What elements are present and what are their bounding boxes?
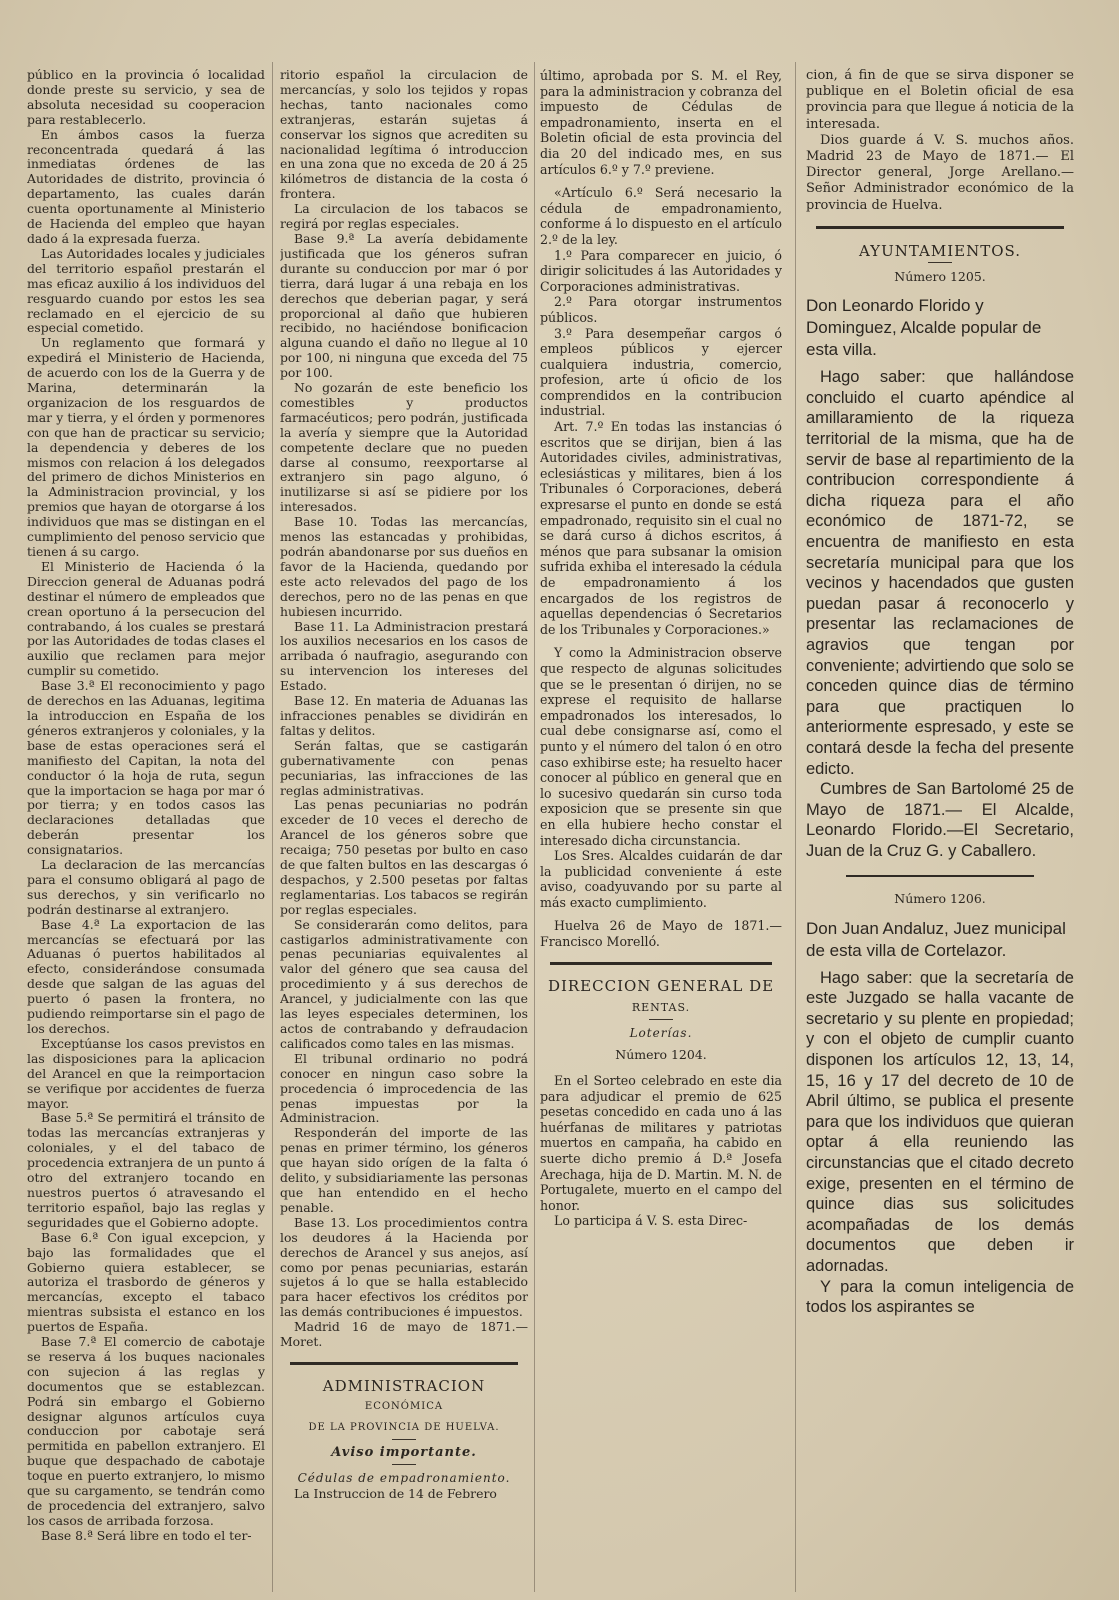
paragraph: Y como la Administracion observe que respecto de algunas solicitudes que se le presentan ó dirijen, no se exprese el requisito de hallarse empadronados los interesados, lo cual debe consignarse así, como el punto y el número del talon ó en otro caso exhibirse este; ha resuelto hacer conocer al público en general que en lo sucesivo quedarán sin curso toda exposicion que se presente sin que en ella hubiere hecho constar el interesado dicha circunstancia. — [540, 645, 782, 848]
section-separator — [550, 962, 772, 965]
paragraph: Las Autoridades locales y judiciales del territorio español prestarán el mas eficaz auxilio á los individuos del resguardo cuando por estos les sea reclamado en el ejercicio de su especial cometido. — [27, 245, 265, 336]
paragraph: Base 7.ª El comercio de cabotaje se reserva á los buques nacionales con sujecion á las reglas y documentos que se establezcan. Podrá sin embargo el Gobierno designar algunos artículos cuya conduccion por cabotaje será permitida en pabellon extranjero. El buque que despachado de cabotaje toque en puerto extranjero, lo mismo que su cargamento, se tendrán como de procedencia del extranjero, salvo los casos de arribada forzosa. — [27, 1334, 265, 1528]
column-rule — [272, 62, 273, 1592]
paragraph: Base 3.ª El reconocimiento y pago de derechos en las Aduanas, legitima la introduccion en España de los géneros extranjeros y coloniales, y la base de estas operaciones será el manifiesto del Capitan, la nota del conductor ó la hoja de ruta, segun que la importacion se haga por mar ó por tierra; y en todos casos las declaraciones detalladas que deberán presentar los consignatarios. — [27, 678, 265, 858]
paragraph: cion, á fin de que se sirva disponer se publique en el Boletin oficial de esa provincia para que llegue á noticia de la interesada. — [806, 68, 1074, 132]
paragraph: El tribunal ordinario no podrá conocer en ningun caso sobre la procedencia ó improcedencia de las penas impuestas por la Administracion. — [280, 1050, 528, 1126]
paragraph: ritorio español la circulacion de mercancías, y solo los tejidos y ropas hechas, tanto nacionales como extranjeras, estarán sujetas á conservar los signos que acrediten su nacionalidad legítima ó introduccion en una zona que no exceda de 20 á 25 kilómetros de distancia de la costa ó frontera. — [280, 68, 528, 202]
paragraph: En el Sorteo celebrado en este dia para adjudicar el premio de 625 pesetas concedido en cada uno á las huérfanas de militares y patriotas muertos en campaña, ha cabido en suerte dicho premio á D.ª Josefa Arechaga, hija de D. Martin. M. N. de Portugalete, muerto en el campo del honor. — [540, 1073, 782, 1213]
paragraph: Base 6.ª Con igual excepcion, y bajo las formalidades que el Gobierno quiera establecer, se autoriza el trasbordo de géneros y mercancías, excepto el tabaco mientras subsista el estanco en los puertos de España. — [27, 1229, 265, 1335]
paragraph: Base 10. Todas las mercancías, menos las estancadas y prohibidas, podrán abandonarse por sus dueños en favor de la Hacienda, quedando por este acto relevados del pago de los derechos, pero no de las penas en que hubiesen incurrido. — [280, 514, 528, 619]
paragraph: Art. 7.º En todas las instancias ó escritos que se dirijan, bien á las Autoridades civiles, administrativas, eclesiásticas y militares, bien á los Tribunales ó Corporaciones, deberá expresarse el punto en donde se está empadronado, requisito sin el cual no se dará curso á dichos escritos, á ménos que para subsanar la omision sufrida exhiba el interesado la cédula de empadronamiento á los encargados de los registros de aquellas dependencias ó Secretarios de los Tribunales y Corporaciones.» — [540, 419, 782, 637]
section-separator — [290, 1362, 518, 1365]
paragraph: Los Sres. Alcaldes cuidarán de dar la publicidad conveniente á este aviso, coadyuvando por su parte al más exacto cumplimiento. — [540, 848, 782, 910]
dash — [649, 1019, 673, 1020]
column-3 — [540, 68, 782, 1588]
paragraph: 1.º Para comparecer en juicio, ó dirigir solicitudes á las Autoridades y Corporaciones administrativas. — [540, 247, 782, 294]
column-2 — [280, 68, 528, 1588]
dash — [392, 1464, 416, 1465]
paragraph: Las penas pecuniarias no podrán exceder de 10 veces el derecho de Arancel de los géneros sobre que recaiga; 750 pesetas por bulto en caso de que falten bultos en las descargas ó despachos, y 2.500 pesetas por faltas reglamentarias. Los tabacos se regirán por reglas especiales. — [280, 797, 528, 917]
column-rule — [795, 62, 796, 1592]
paragraph: La Instruccion de 14 de Febrero — [294, 1486, 497, 1502]
paragraph: Base 8.ª Será libre en todo el ter- — [41, 1527, 252, 1543]
paragraph: La declaracion de las mercancías para el consumo obligará al pago de sus derechos, y sin verificarlo no podrán destinarse al extranjero. — [27, 857, 265, 917]
paragraph: público en la provincia ó localidad donde preste su servicio, y sea de absoluta necesidad su cooperacion para restablecerlo. — [27, 68, 265, 127]
notice-number: Número 1206. — [894, 891, 986, 907]
signature: Huelva 26 de Mayo de 1871.— Francisco Morelló. — [540, 918, 782, 950]
paragraph: último, aprobada por S. M. el Rey, para la administracion y cobranza del impuesto de Cédulas de empadronamiento, inserta en el Boletin oficial de esta provincia del dia 20 del indicado mes, en sus artículos 6.º y 7.º previene. — [540, 68, 782, 177]
notice-title: Aviso importante. — [331, 1444, 477, 1460]
section-subtitle: DE LA PROVINCIA DE HUELVA. — [308, 1421, 500, 1433]
paragraph: 3.º Para desempeñar cargos ó empleos públicos y ejercer cualquiera industria, comercio, profesion, arte ú oficio de los comprendidos en la contribucion industrial. — [540, 325, 782, 419]
paragraph: Base 9.ª La avería debidamente justificada que los géneros sufran durante su conduccion por mar ó por tierra, dará lugar á una rebaja en los derechos que deberian pagar, y será proporcional al daño que hubieren recibido, no haciéndose bonificacion alguna cuando el daño no llegue al 10 por 100, ni ninguna que exceda del 75 por 100. — [280, 230, 528, 381]
column-4 — [806, 68, 1074, 1588]
paragraph: Un reglamento que formará y expedirá el Ministerio de Hacienda, de acuerdo con los de la Guerra y de Marina, determinarán la organizacion de los resguardos de mar y tierra, y el órden y pormenores con que han de practicar su servicio; la dependencia y deberes de los mismos con relacion á los delegados del primero de dichos Ministerios en la Administracion provincial, y los premios que hayan de otorgarse á los individuos que mas se distingan en el cumplimiento del penoso servicio que tienen á su cargo. — [27, 335, 265, 559]
section-separator — [816, 226, 1064, 229]
signature: Cumbres de San Bartolomé 25 de Mayo de 1871.— El Alcalde, Leonardo Florido.—El Secretario, Juan de la Cruz G. y Caballero. — [806, 780, 1074, 860]
paragraph: Base 12. En materia de Aduanas las infracciones penables se dividirán en faltas y delitos. — [280, 693, 528, 738]
issuer-name: Don Juan Andaluz, Juez municipal de esta villa de Cortelazor. — [806, 918, 1066, 960]
paragraph: Serán faltas, que se castigarán gubernativamente con penas pecuniarias, las infracciones de las reglas administrativas. — [280, 737, 528, 798]
paragraph: Hago saber: que hallándose concluido el cuarto apéndice al amillaramiento de la riqueza territorial de la misma, que ha de servir de base al repartimiento de la contribucion correspondiente á dicha riqueza para el año económico de 1871-72, se encuentra de manifiesto en esta secretaría municipal para que los vecinos y hacendados que gusten puedan pasar á reconocerlo y presentar las reclamaciones de agravios que tengan por conveniente; advirtiendo que solo se conceden quince dias de término para que practiquen lo anteriormente espresado, y este se contará desde la fecha del presente edicto. — [806, 368, 1074, 778]
paragraph: Hago saber: que la secretaría de este Juzgado se halla vacante de secretario y su plente en propiedad; y con el objeto de cumplir cuanto disponen los artículos 12, 13, 14, 15, 16 y 17 del decreto de 10 de Abril último, se publica el presente para que los individuos que quieran optar á ella reuniendo las circunstancias que el citado decreto exige, presenten en el término de quince dias sus solicitudes acompañadas de los demás documentos que deben ir adornadas. — [806, 968, 1074, 1275]
edict — [806, 367, 1074, 861]
issuer-name: Don Leonardo Florido y Dominguez, Alcalde popular de esta villa. — [806, 296, 1042, 360]
paragraph: Base 11. La Administracion prestará los auxilios necesarios en los casos de arribada ó naufragio, asegurando con su intervencion los intereses del Estado. — [280, 618, 528, 694]
section-subtitle: RENTAS. — [631, 1001, 691, 1015]
paragraph: La circulacion de los tabacos se regirá por reglas especiales. — [280, 201, 528, 232]
paragraph: 2.º Para otorgar instrumentos públicos. — [540, 294, 782, 325]
section-title: AYUNTAMIENTOS. — [858, 241, 1022, 260]
section-topic: Loterías. — [629, 1025, 693, 1040]
paragraph: Exceptúanse los casos previstos en las disposiciones para la aplicacion del Arancel en que la reimportacion se verifique por accidentes de fuerza mayor. — [27, 1035, 265, 1111]
notice-number: Número 1204. — [615, 1047, 707, 1063]
signature: Madrid 16 de mayo de 1871.—Moret. — [280, 1319, 528, 1350]
paragraph: Base 4.ª La exportacion de las mercancías se efectuará por las Aduanas ó puertos habilitados al efecto, considerándose consumada desde que salgan de las aguas del puerto ó pasen la frontera, no pudiendo reimportarse sin el pago de los derechos. — [27, 916, 265, 1036]
section-subtitle: ECONÓMICA — [364, 1400, 444, 1412]
paragraph: «Artículo 6.º Será necesario la cédula de empadronamiento, conforme á lo dispuesto en el artículo 2.º de la ley. — [540, 185, 782, 247]
paragraph: Responderán del importe de las penas en primer término, los géneros que hayan sido orígen de la falta ó delito, y subsidiariamente las personas que han entendido en el hecho penable. — [280, 1125, 528, 1215]
dash — [928, 262, 952, 263]
notice-topic: Cédulas de empadronamiento. — [297, 1470, 511, 1485]
dash — [392, 1439, 416, 1440]
edict — [806, 968, 1074, 1318]
paragraph: En ámbos casos la fuerza reconcentrada quedará á las inmediatas órdenes de las Autoridades de distrito, provincia ó departamento, las cuales darán cuenta oportunamente al Ministerio de Hacienda del empleo que hayan dado á la expresada fuerza. — [27, 126, 265, 246]
signature: Dios guarde á V. S. muchos años. Madrid 23 de Mayo de 1871.— El Director general, Jorge Arellano.—Señor Administrador económico de la provincia de Huelva. — [806, 132, 1074, 213]
paragraph: Base 5.ª Se permitirá el tránsito de todas las mercancías extranjeras y coloniales, y el del tabaco de procedencia extranjera de un punto á otro del extranjero tocando en nuestros puertos ó atravesando el territorio español, bajo las reglas y seguridades que el Gobierno adopte. — [27, 1110, 265, 1230]
section-title: DIRECCION GENERAL DE — [547, 976, 775, 995]
section-separator — [846, 875, 1034, 877]
paragraph: Base 13. Los procedimientos contra los deudores á la Hacienda por derechos de Arancel y sus anejos, así como por penas pecuniarias, estarán sujetos á lo que se halla establecido para hacer efectivos los créditos por las demás contribuciones é impuestos. — [280, 1214, 528, 1320]
paragraph: Se considerarán como delitos, para castigarlos administrativamente con penas pecuniarias equivalentes al valor del género que sea causa del procedimiento y á sus derechos de Arancel, y judicialmente con las que las leyes especiales determinen, los actos de contrabando y defraudacion calificados como tales en las mismas. — [280, 916, 528, 1051]
paragraph: El Ministerio de Hacienda ó la Direccion general de Aduanas podrá destinar el número de empleados que crean oportuno á la persecucion del contrabando, á los cuales se prestará por las Autoridades de todas clases el auxilio que reclamen para mejor cumplir su cometido. — [27, 558, 265, 679]
notice-number: Número 1205. — [894, 269, 986, 285]
section-title: ADMINISTRACION — [322, 1376, 486, 1395]
paragraph: Y para la comun inteligencia de todos los aspirantes se — [806, 1277, 1074, 1317]
column-1 — [27, 68, 265, 1588]
paragraph: No gozarán de este beneficio los comestibles y productos farmacéuticos; pero podrán, justificada la avería y siempre que la Autoridad competente declare que no pueden darse al consumo, reexportarse al extranjero sin pago alguno, ó inutilizarse si así se pidiere por los interesados. — [280, 380, 528, 515]
paragraph: Lo participa á V. S. esta Direc- — [554, 1213, 748, 1229]
column-rule — [534, 62, 535, 1592]
